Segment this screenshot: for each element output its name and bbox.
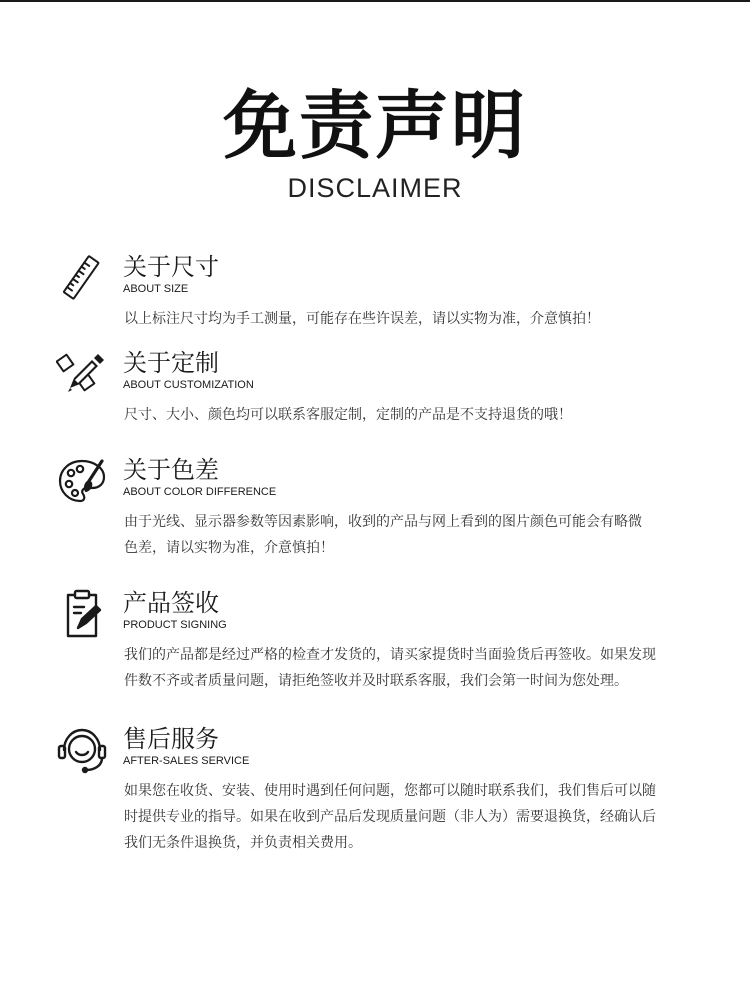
section-body xyxy=(124,642,694,694)
body-line: 色差，请以实物为准，介意慎拍！ xyxy=(124,540,334,556)
headset-service-icon xyxy=(56,724,108,776)
section-title-cn: 售后服务 xyxy=(123,725,219,753)
section-title-en: ABOUT CUSTOMIZATION xyxy=(123,379,254,391)
section-title-en: ABOUT COLOR DIFFERENCE xyxy=(123,486,277,498)
section-title-cn: 产品签收 xyxy=(123,589,219,617)
section-title-en: PRODUCT SIGNING xyxy=(123,619,227,631)
section-body xyxy=(124,306,694,332)
ruler-icon xyxy=(56,252,108,304)
section-title-cn: 关于定制 xyxy=(123,349,219,377)
palette-brush-icon xyxy=(56,455,108,507)
section-title-en: ABOUT SIZE xyxy=(123,283,189,295)
body-line: 件数不齐或者质量问题，请拒绝签收并及时联系客服，我们会第一时间为您处理。 xyxy=(124,673,628,689)
body-line: 如果您在收货、安装、使用时遇到任何问题，您都可以随时联系我们，我们售后可以随 xyxy=(124,783,656,799)
section-body xyxy=(124,402,694,428)
section-title-cn: 关于色差 xyxy=(123,456,219,484)
body-line: 以上标注尺寸均为手工测量，可能存在些许误差，请以实物为准，介意慎拍！ xyxy=(124,311,600,327)
body-line: 尺寸、大小、颜色均可以联系客服定制，定制的产品是不支持退货的哦！ xyxy=(124,407,572,423)
section-heading xyxy=(123,588,227,632)
section-title-cn: 关于尺寸 xyxy=(123,253,219,281)
body-line: 时提供专业的指导。如果在收到产品后发现质量问题（非人为）需要退换货，经确认后 xyxy=(124,809,656,825)
page-subtitle: DISCLAIMER xyxy=(287,173,463,203)
section-body xyxy=(124,509,694,561)
section-heading xyxy=(123,455,276,499)
clipboard-sign-icon xyxy=(56,588,108,640)
edit-pencil-icon xyxy=(56,348,108,400)
section-title-en: AFTER-SALES SERVICE xyxy=(123,755,250,767)
top-border xyxy=(0,0,750,2)
page-title: 免责声明 xyxy=(223,83,527,169)
section-heading xyxy=(123,724,249,768)
section-heading xyxy=(123,252,219,296)
body-line: 由于光线、显示器参数等因素影响，收到的产品与网上看到的图片颜色可能会有略微 xyxy=(124,514,642,530)
section-heading xyxy=(123,348,254,392)
body-line: 我们无条件退换货，并负责相关费用。 xyxy=(124,835,362,851)
body-line: 我们的产品都是经过严格的检查才发货的，请买家提货时当面验货后再签收。如果发现 xyxy=(124,647,656,663)
section-body xyxy=(124,778,694,856)
